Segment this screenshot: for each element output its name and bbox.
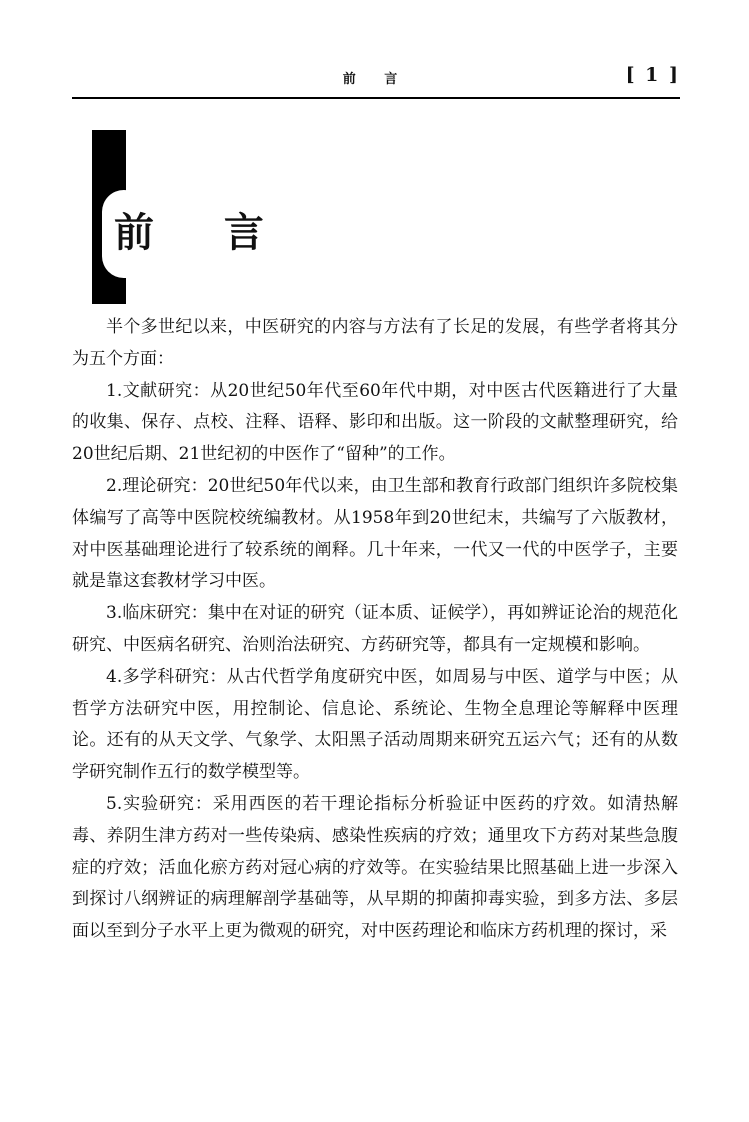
page-number: [ 1 ] — [625, 64, 680, 86]
chapter-title: 前 言 — [114, 209, 292, 256]
running-title: 前 言 — [342, 72, 410, 87]
running-head — [72, 64, 680, 94]
header-rule — [72, 97, 680, 99]
paragraph-literature-research: 1.文献研究：从20世纪50年代至60年代中期，对中医古代医籍进行了大量的收集、保存、点校、注释、语释、影印和出版。这一阶段的文献整理研究，给20世纪后期、21世纪初的中医作了“留种”的工作。 — [72, 380, 678, 465]
paragraph-multidisciplinary-research: 4.多学科研究：从古代哲学角度研究中医，如周易与中医、道学与中医；从哲学方法研究中医，用控制论、信息论、系统论、生物全息理论等解释中医理论。还有的从天文学、气象学、太阳黑子活动周期来研究五运六气；还有的从数学研究制作五行的数学模型等。 — [72, 666, 678, 783]
body-text — [72, 312, 678, 948]
paragraph-clinical-research: 3.临床研究：集中在对证的研究（证本质、证候学），再如辨证论治的规范化研究、中医病名研究、治则治法研究、方药研究等，都具有一定规模和影响。 — [72, 603, 678, 655]
paragraph-experimental-research: 5.实验研究：采用西医的若干理论指标分析验证中医药的疗效。如清热解毒、养阴生津方药对一些传染病、感染性疾病的疗效；通里攻下方药对某些急腹症的疗效；活血化瘀方药对冠心病的疗效等。在实验结果比照基础上进一步深入到探讨八纲辨证的病理解剖学基础等，从早期的抑菌抑毒实验，到多方法、多层面以至到分子水平上更为微观的研究，对中医药理论和临床方药机理的探讨，采 — [72, 793, 678, 942]
paragraph-intro: 半个多世纪以来，中医研究的内容与方法有了长足的发展，有些学者将其分为五个方面： — [72, 317, 678, 369]
paragraph-theory-research: 2.理论研究：20世纪50年代以来，由卫生部和教育行政部门组织许多院校集体编写了高等中医院校统编教材。从1958年到20世纪末，共编写了六版教材，对中医基础理论进行了较系统的阐释。几十年来，一代又一代的中医学子，主要就是靠这套教材学习中医。 — [72, 475, 678, 592]
